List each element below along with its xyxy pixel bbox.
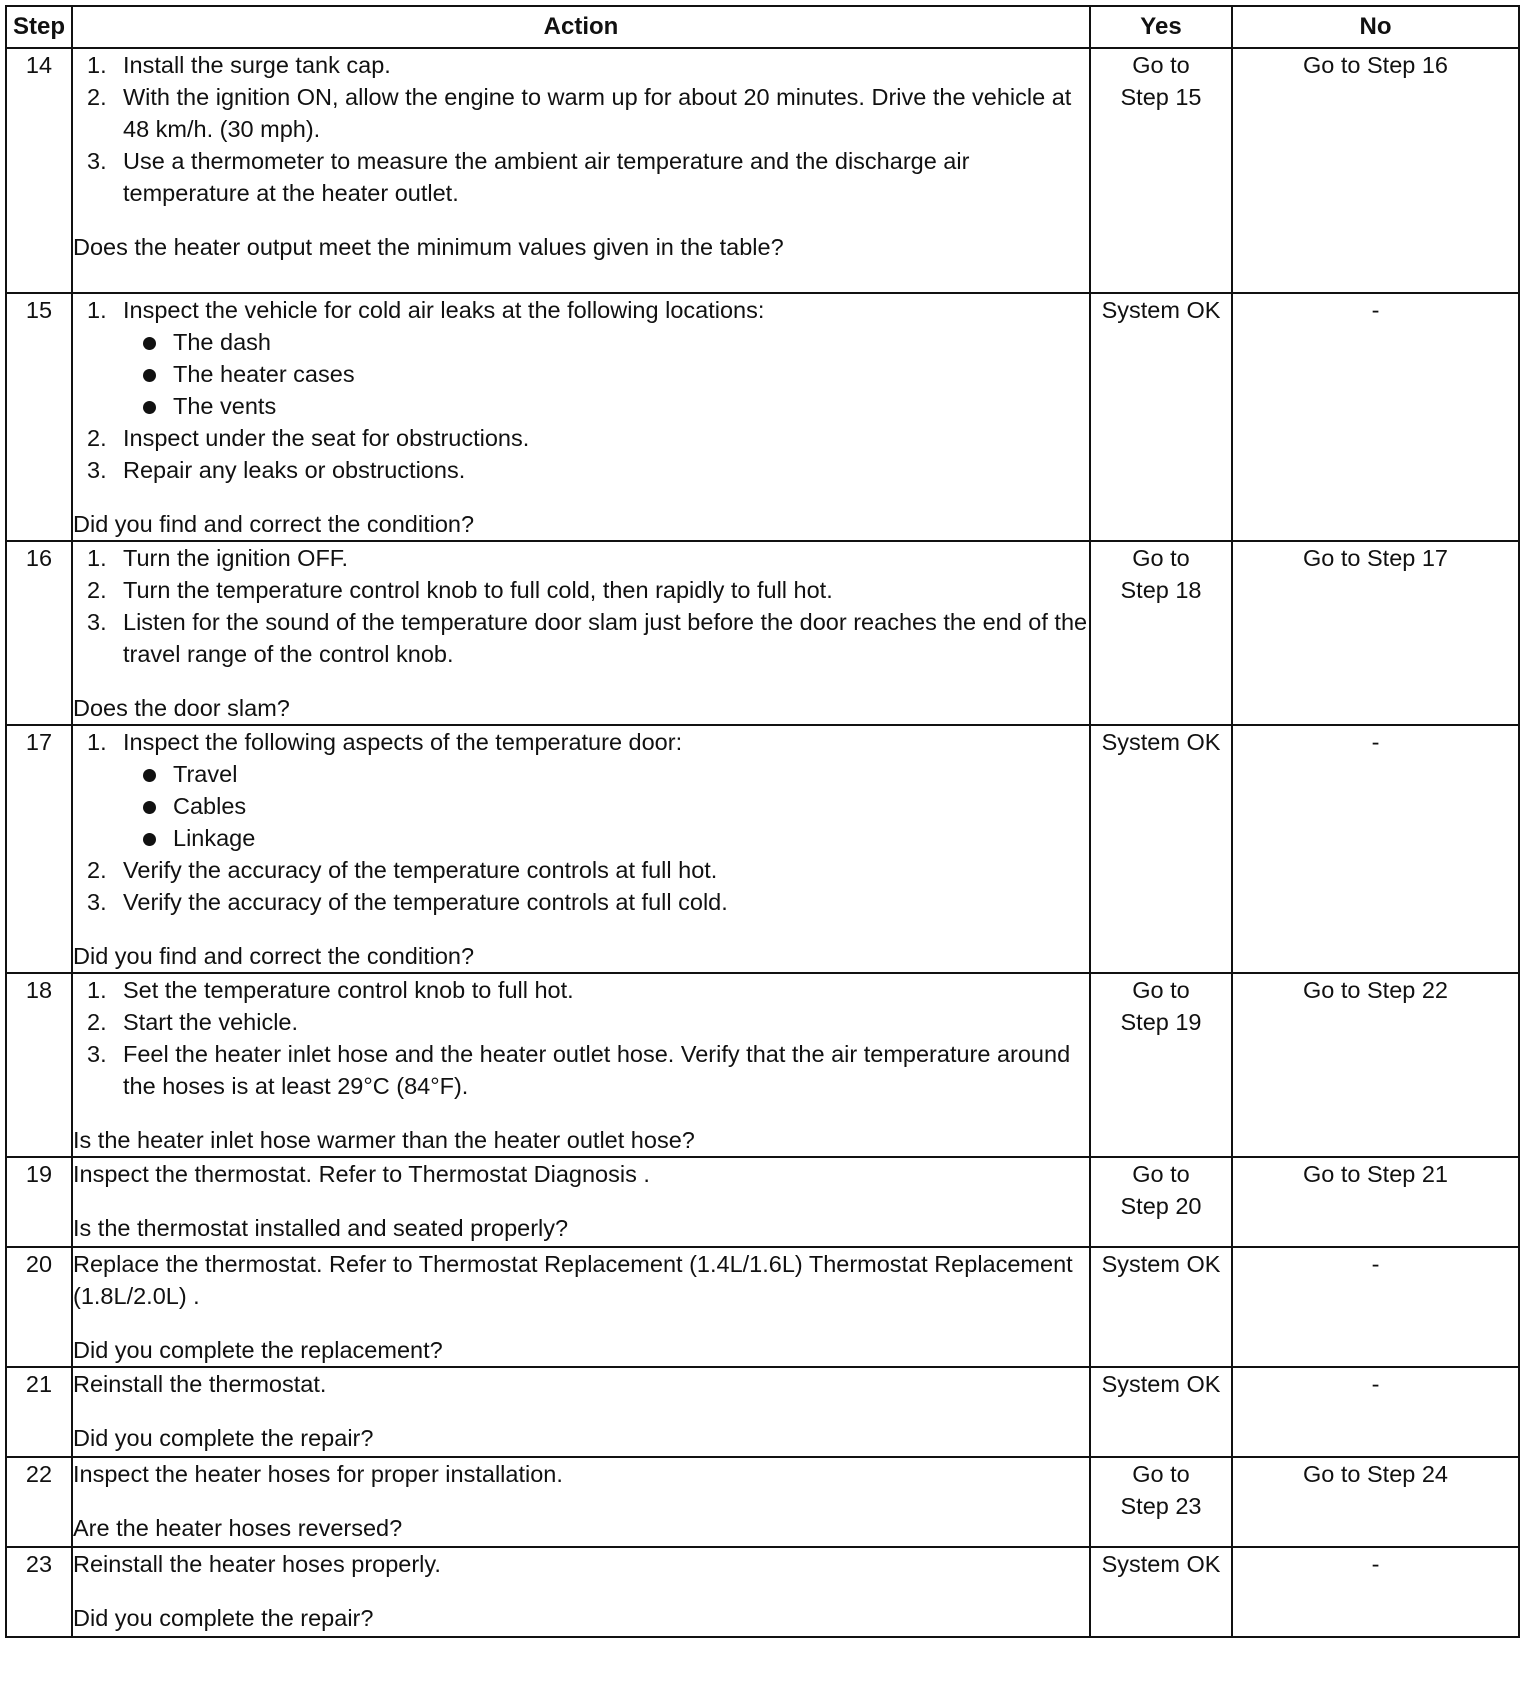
yes-result-text: Go to Step 15 [1120, 52, 1202, 110]
table-body [6, 48, 1519, 1637]
yes-result-text: System OK [1101, 1251, 1221, 1277]
action-instruction: Reinstall the thermostat. [73, 1371, 327, 1397]
action-question: Did you find and correct the condition? [73, 511, 475, 537]
yes-result [1090, 1247, 1232, 1367]
step-text: Turn the temperature control knob to full cold, then rapidly to full hot. [123, 577, 833, 603]
no-result: Go to Step 16 [1232, 48, 1519, 293]
step-text: Repair any leaks or obstructions. [123, 457, 466, 483]
procedure-step [73, 974, 1089, 1006]
step-index: 1. [87, 977, 107, 1003]
procedure-step [73, 454, 1089, 486]
step-text: Verify the accuracy of the temperature controls at full cold. [123, 889, 728, 915]
step-number: 16 [6, 541, 72, 725]
step-index: 3. [87, 889, 107, 915]
step-number: 20 [6, 1247, 72, 1367]
step-index: 1. [87, 297, 107, 323]
table-row [6, 541, 1519, 725]
action-cell [72, 1247, 1090, 1367]
bullet-item: Cables [123, 790, 1089, 822]
bullet-list [73, 758, 1089, 854]
table-row [6, 1247, 1519, 1367]
no-result: - [1232, 1547, 1519, 1637]
table-row [6, 973, 1519, 1157]
step-text: With the ignition ON, allow the engine to warm up for about 20 minutes. Drive the vehicle at 48 km/h. (30 mph). [123, 84, 1072, 142]
action-cell [72, 1367, 1090, 1457]
action-cell [72, 1547, 1090, 1637]
procedure-step [73, 422, 1089, 454]
action-question: Are the heater hoses reversed? [73, 1515, 403, 1541]
step-number: 14 [6, 48, 72, 293]
action-question: Did you find and correct the condition? [73, 943, 475, 969]
step-index: 1. [87, 729, 107, 755]
table-row [6, 1157, 1519, 1247]
yes-result [1090, 293, 1232, 541]
step-index: 2. [87, 857, 107, 883]
bullet-item: Travel [123, 758, 1089, 790]
yes-result-text: Go to Step 20 [1120, 1161, 1202, 1219]
action-cell [72, 1457, 1090, 1547]
procedure-steps [73, 542, 1089, 670]
procedure-steps [73, 294, 1089, 486]
bullet-item: The heater cases [123, 358, 1089, 390]
step-number: 21 [6, 1367, 72, 1457]
procedure-step [73, 726, 1089, 854]
action-cell [72, 973, 1090, 1157]
action-question: Did you complete the repair? [73, 1425, 374, 1451]
no-result: Go to Step 22 [1232, 973, 1519, 1157]
step-text: Verify the accuracy of the temperature controls at full hot. [123, 857, 718, 883]
step-text: Inspect under the seat for obstructions. [123, 425, 530, 451]
table-row [6, 1457, 1519, 1547]
action-question: Did you complete the replacement? [73, 1337, 443, 1363]
step-number: 15 [6, 293, 72, 541]
procedure-step [73, 294, 1089, 422]
bullet-item: The vents [123, 390, 1089, 422]
header-row [6, 6, 1519, 48]
step-index: 1. [87, 545, 107, 571]
bullet-item: Linkage [123, 822, 1089, 854]
step-index: 3. [87, 148, 107, 174]
step-text: Inspect the vehicle for cold air leaks at the following locations: [123, 297, 765, 323]
yes-result [1090, 725, 1232, 973]
procedure-step [73, 1006, 1089, 1038]
header-yes: Yes [1090, 6, 1232, 48]
procedure-step [73, 542, 1089, 574]
action-instruction: Inspect the thermostat. Refer to Thermostat Diagnosis . [73, 1161, 650, 1187]
procedure-step [73, 886, 1089, 918]
header-step: Step [6, 6, 72, 48]
procedure-step [73, 606, 1089, 670]
step-number: 22 [6, 1457, 72, 1547]
action-cell [72, 48, 1090, 293]
yes-result [1090, 48, 1232, 293]
step-text: Turn the ignition OFF. [123, 545, 349, 571]
step-index: 2. [87, 577, 107, 603]
no-result: Go to Step 21 [1232, 1157, 1519, 1247]
action-question: Is the thermostat installed and seated properly? [73, 1215, 569, 1241]
action-cell [72, 541, 1090, 725]
action-question: Is the heater inlet hose warmer than the heater outlet hose? [73, 1127, 695, 1153]
yes-result-text: Go to Step 18 [1120, 545, 1202, 603]
action-instruction: Replace the thermostat. Refer to Thermostat Replacement (1.4L/1.6L) Thermostat Replacement (1.8L/2.0L) . [73, 1251, 1073, 1309]
yes-result-text: System OK [1101, 729, 1221, 755]
procedure-steps [73, 49, 1089, 209]
yes-result [1090, 1457, 1232, 1547]
step-text: Listen for the sound of the temperature door slam just before the door reaches the end of the travel range of the control knob. [123, 609, 1088, 667]
action-instruction: Reinstall the heater hoses properly. [73, 1551, 441, 1577]
bullet-list [73, 326, 1089, 422]
procedure-step [73, 49, 1089, 81]
procedure-step [73, 81, 1089, 145]
no-result: Go to Step 17 [1232, 541, 1519, 725]
yes-result [1090, 973, 1232, 1157]
no-result: Go to Step 24 [1232, 1457, 1519, 1547]
step-index: 3. [87, 609, 107, 635]
step-text: Install the surge tank cap. [123, 52, 391, 78]
action-question: Did you complete the repair? [73, 1605, 374, 1631]
bullet-item: The dash [123, 326, 1089, 358]
procedure-step [73, 145, 1089, 209]
yes-result [1090, 1547, 1232, 1637]
yes-result-text: Go to Step 23 [1120, 1461, 1202, 1519]
step-index: 2. [87, 425, 107, 451]
table-row [6, 725, 1519, 973]
no-result: - [1232, 1367, 1519, 1457]
step-text: Use a thermometer to measure the ambient air temperature and the discharge air temperature at the heater outlet. [123, 148, 970, 206]
action-question: Does the heater output meet the minimum values given in the table? [73, 234, 784, 260]
yes-result-text: System OK [1101, 1551, 1221, 1577]
procedure-step [73, 1038, 1089, 1102]
step-number: 18 [6, 973, 72, 1157]
procedure-step [73, 574, 1089, 606]
step-index: 2. [87, 1009, 107, 1035]
action-question: Does the door slam? [73, 695, 290, 721]
step-number: 23 [6, 1547, 72, 1637]
procedure-steps [73, 726, 1089, 918]
step-text: Inspect the following aspects of the temperature door: [123, 729, 683, 755]
header-action: Action [72, 6, 1090, 48]
step-text: Feel the heater inlet hose and the heater outlet hose. Verify that the air temperature around the hoses is at least 29°C (84°F). [123, 1041, 1071, 1099]
action-cell [72, 293, 1090, 541]
procedure-step [73, 854, 1089, 886]
procedure-steps [73, 974, 1089, 1102]
yes-result-text: System OK [1101, 1371, 1221, 1397]
no-result: - [1232, 293, 1519, 541]
diagnostic-table [5, 5, 1520, 1638]
yes-result-text: System OK [1101, 297, 1221, 323]
action-instruction: Inspect the heater hoses for proper installation. [73, 1461, 563, 1487]
step-index: 3. [87, 1041, 107, 1067]
action-cell [72, 725, 1090, 973]
table-row [6, 1547, 1519, 1637]
yes-result-text: Go to Step 19 [1120, 977, 1202, 1035]
table-row [6, 48, 1519, 293]
table-row [6, 293, 1519, 541]
table-row [6, 1367, 1519, 1457]
no-result: - [1232, 725, 1519, 973]
step-index: 3. [87, 457, 107, 483]
step-text: Set the temperature control knob to full hot. [123, 977, 574, 1003]
header-no: No [1232, 6, 1519, 48]
action-cell [72, 1157, 1090, 1247]
step-number: 19 [6, 1157, 72, 1247]
yes-result [1090, 1157, 1232, 1247]
step-text: Start the vehicle. [123, 1009, 299, 1035]
no-result: - [1232, 1247, 1519, 1367]
step-number: 17 [6, 725, 72, 973]
yes-result [1090, 1367, 1232, 1457]
step-index: 1. [87, 52, 107, 78]
yes-result [1090, 541, 1232, 725]
step-index: 2. [87, 84, 107, 110]
